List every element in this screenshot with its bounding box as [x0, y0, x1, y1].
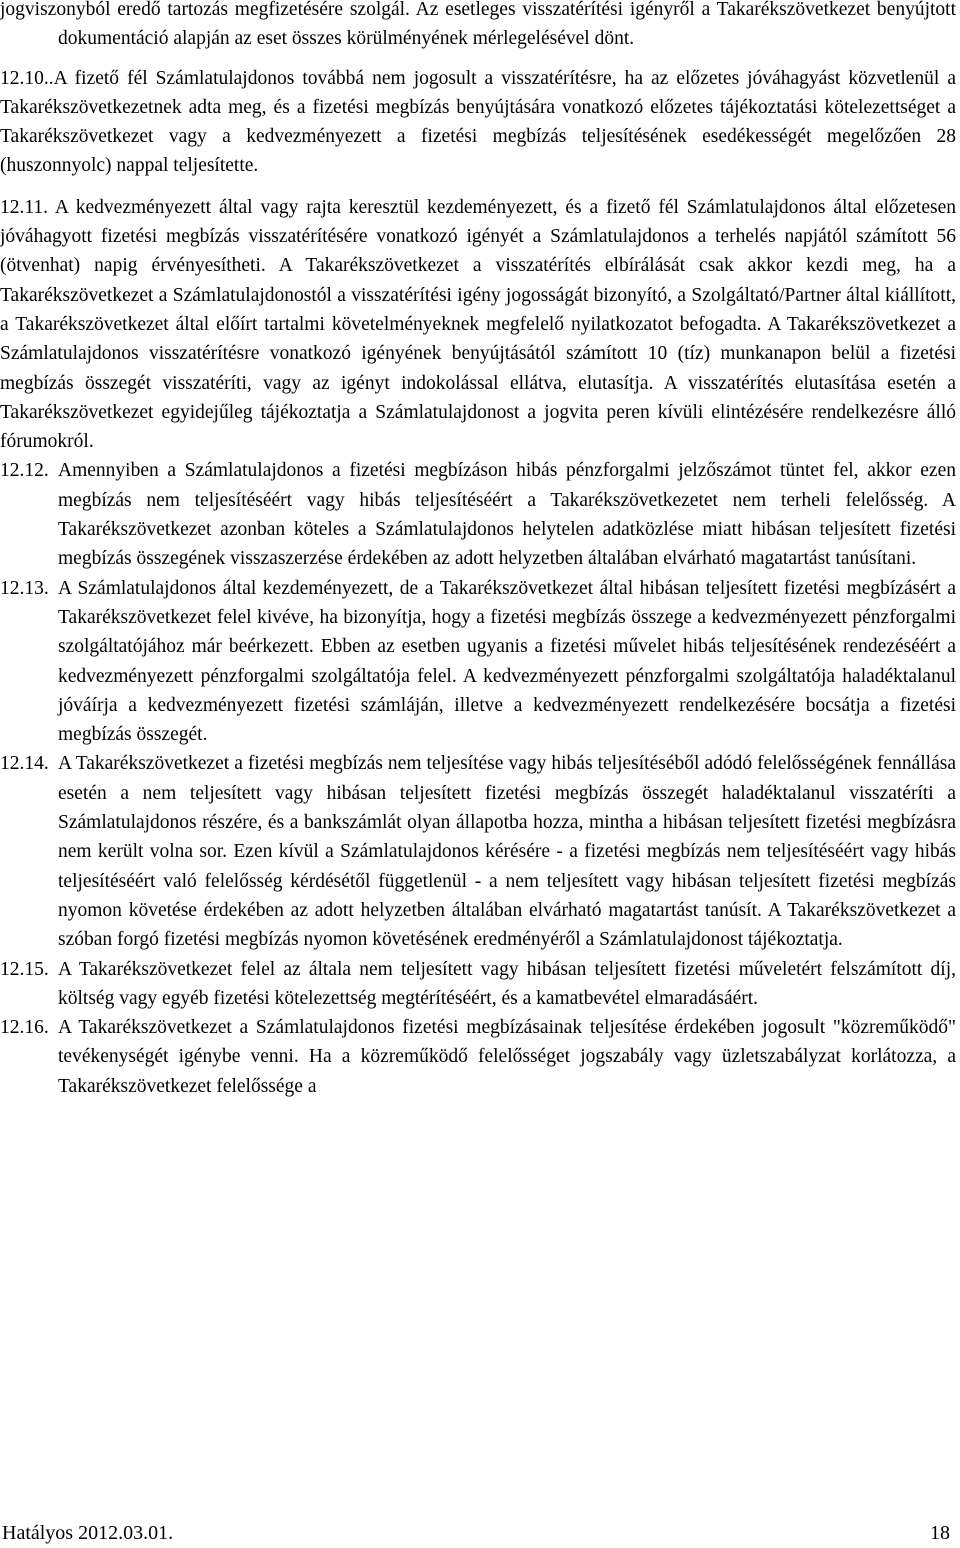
section-text: A Takarékszövetkezet a Számlatulajdonos fizetési megbízásainak teljesítése érdekében jogosult "közreműködő" tevékenységét igénybe venni. Ha a közreműködő felelősséget jogszabály vagy üzletszabályzat korlátozza, a Takarékszövetkezet felelőssége a [58, 1017, 956, 1097]
section-text: .A fizető fél Számlatulajdonos továbbá nem jogosult a visszatérítésre, ha az előzetes jóváhagyást közvetlenül a Takarékszövetkezetnek adta meg, és a fizetési megbízás benyújtására vonatkozó előzetes tájékoztatási kötelezettséget a Takarékszövetkezet vagy a kedvezményezett a fizetési megbízás teljesítésének esedékességét megelőzően 28 (huszonnyolc) nappal teljesítette. [0, 67, 956, 177]
section-12-12 [0, 456, 956, 573]
section-number: 12.15. [0, 958, 49, 980]
section-text: A kedvezményezett által vagy rajta keresztül kezdeményezett, és a fizető fél Számlatulajdonos által előzetesen jóváhagyott fizetési megbízás visszatérítésére vonatkozó igényét a Számlatulajdonos a terhelés napjától számított 56 (ötvenhat) napig érvényesítheti. A Takarékszövetkezet a visszatérítés elbírálását csak akkor kezdi meg, ha a Takarékszövetkezet a Számlatulajdonostól a visszatérítési igény jogosságát bizonyító, a Szolgáltató/Partner által kiállított, a Takarékszövetkezet által előírt tartalmi követelményeknek megfelelő nyilatkozatot befogadta. A Takarékszövetkezet a Számlatulajdonos visszatérítésre vonatkozó igényének benyújtásától számított 10 (tíz) munkanapon belül a fizetési megbízás összegét visszatéríti, vagy az igényt indokolással ellátva, elutasítja. A visszatérítés elutasítása esetén a Takarékszövetkezet egyidejűleg tájékoztatja a Számlatulajdonost a jogvita peren kívüli elintézésére rendelkezésre álló fórumokról. [0, 196, 956, 453]
section-12-13 [0, 574, 956, 750]
section-number: 12.14. [0, 753, 49, 775]
page-number: 18 [930, 1522, 950, 1544]
section-number: 12.10. [0, 67, 49, 89]
page-footer [2, 1518, 950, 1548]
section-text: A Számlatulajdonos által kezdeményezett, de a Takarékszövetkezet által hibásan teljesített fizetési megbízásért a Takarékszövetkezet felel kivéve, ha bizonyítja, hogy a fizetési megbízás összege a kedvezményezett pénzforgalmi szolgáltatójához már beérkezett. Ebben az esetben ugyanis a fizetési művelet hibás teljesítésének rendezéséért a kedvezményezett pénzforgalmi szolgáltatója felel. A kedvezményezett pénzforgalmi szolgáltatója haladéktalanul jóváírja a kedvezményezett fizetési számláján, illetve a kedvezményezett rendelkezésére bocsátja a fizetési megbízás összegét. [58, 577, 956, 746]
section-12-16 [0, 1013, 956, 1101]
section-12-14 [0, 749, 956, 954]
section-12-10 [0, 64, 956, 181]
intro-text: jogviszonyból eredő tartozás megfizetésére szolgál. Az esetleges visszatérítési igényről a Takarékszövetkezet benyújtott dokumentáció alapján az eset összes körülményének mérlegelésével dönt. [0, 0, 956, 50]
section-12-11 [0, 193, 956, 457]
section-number: 12.11. [0, 196, 49, 218]
section-text: A Takarékszövetkezet felel az általa nem teljesített vagy hibásan teljesített fizetési műveletért felszámított díj, költség vagy egyéb fizetési kötelezettség megtérítéséért, és a kamatbevétel elmaradásáért. [58, 958, 956, 1009]
section-number: 12.16. [0, 1017, 49, 1039]
section-text: Amennyiben a Számlatulajdonos a fizetési megbízáson hibás pénzforgalmi jelzőszámot tüntet fel, akkor ezen megbízás nem teljesítéséért vagy hibás teljesítéséért a Takarékszövetkezetet nem terheli felelősség. A Takarékszövetkezet azonban köteles a Számlatulajdonos helytelen adatközlése miatt hibásan teljesített fizetési megbízás összegének visszaszerzése érdekében az adott helyzetben általában elvárható magatartást tanúsítani. [58, 460, 956, 570]
section-text: A Takarékszövetkezet a fizetési megbízás nem teljesítése vagy hibás teljesítéséből adódó felelősségének fennállása esetén a nem teljesített vagy hibásan teljesített fizetési megbízás összegét haladéktalanul visszatéríti a Számlatulajdonos részére, és a bankszámlát olyan állapotba hozza, mintha a hibásan teljesített fizetési megbízásra nem került volna sor. Ezen kívül a Számlatulajdonos kérésére - a fizetési megbízás nem teljesítéséért vagy hibás teljesítéséért való felelősség kérdésétől függetlenül - a nem teljesített vagy hibásan teljesített fizetési megbízás nyomon követése érdekében az adott helyzetben általában elvárható magatartást tanúsít. A Takarékszövetkezet a szóban forgó fizetési megbízás nyomon követésének eredményéről a Számlatulajdonost tájékoztatja. [58, 753, 956, 951]
section-number: 12.13. [0, 577, 49, 599]
section-12-15 [0, 955, 956, 1014]
section-number: 12.12. [0, 460, 49, 482]
effective-date: Hatályos 2012.03.01. [2, 1522, 174, 1544]
intro-paragraph [0, 0, 956, 54]
